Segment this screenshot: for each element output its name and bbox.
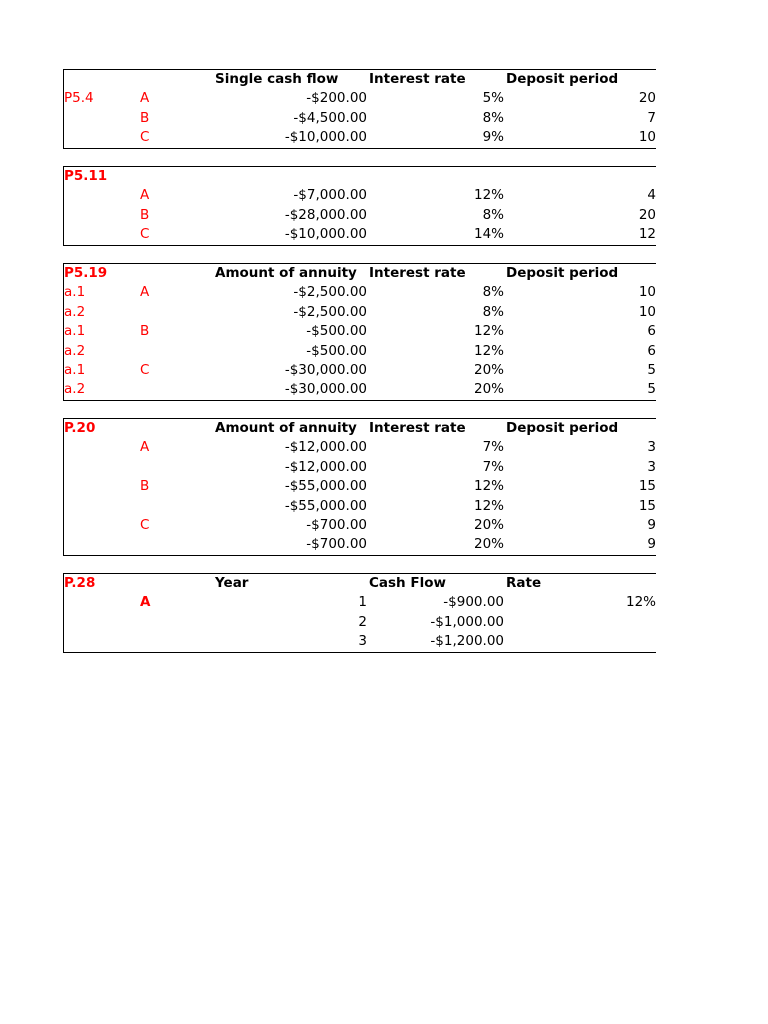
period-cell[interactable]: 10 [638, 303, 656, 320]
table-row [64, 535, 656, 554]
period-cell[interactable]: 6 [647, 342, 656, 359]
period-cell[interactable]: 12 [638, 226, 656, 243]
col-header-deposit-period[interactable]: Deposit period [506, 71, 619, 87]
table-row [64, 477, 656, 496]
row-label[interactable]: A [140, 439, 150, 456]
table-row [64, 186, 656, 205]
table-row [64, 632, 656, 651]
year-cell[interactable]: 1 [358, 594, 367, 611]
period-cell[interactable]: 3 [647, 458, 656, 475]
part-label[interactable]: a.1 [64, 284, 86, 301]
row-label[interactable]: B [140, 478, 150, 495]
col-header-rate[interactable]: Rate [506, 575, 542, 591]
table-row [64, 89, 656, 108]
amount-cell[interactable]: -$200.00 [306, 90, 367, 107]
amount-cell[interactable]: -$500.00 [306, 342, 367, 359]
amount-cell[interactable]: -$500.00 [306, 323, 367, 340]
amount-cell[interactable]: -$700.00 [306, 516, 367, 533]
part-label[interactable]: a.1 [64, 323, 86, 340]
col-header-year[interactable]: Year [215, 575, 249, 591]
amount-cell[interactable]: -$10,000.00 [284, 129, 367, 146]
col-header-interest-rate[interactable]: Interest rate [369, 265, 466, 281]
rate-cell[interactable]: 12% [473, 342, 504, 359]
row-label[interactable]: B [140, 323, 150, 340]
col-header-cash-flow[interactable]: Cash Flow [369, 575, 446, 591]
table-p5-11 [63, 166, 656, 246]
rate-cell[interactable]: 12% [473, 187, 504, 204]
part-label[interactable]: a.1 [64, 361, 86, 378]
period-cell[interactable]: 10 [638, 284, 656, 301]
col-header-interest-rate[interactable]: Interest rate [369, 420, 466, 436]
amount-cell[interactable]: -$4,500.00 [293, 109, 367, 126]
part-label[interactable]: a.2 [64, 381, 86, 398]
problem-id[interactable]: P5.11 [64, 168, 108, 184]
row-label[interactable]: A [140, 284, 150, 301]
table-row [64, 303, 656, 322]
rate-cell[interactable]: 14% [473, 226, 504, 243]
period-cell[interactable]: 20 [638, 206, 656, 223]
problem-id[interactable]: P.28 [64, 575, 96, 591]
table-row [64, 516, 656, 535]
amount-cell[interactable]: -$2,500.00 [293, 303, 367, 320]
problem-id[interactable]: P.20 [64, 420, 96, 436]
period-cell[interactable]: 6 [647, 323, 656, 340]
amount-cell[interactable]: -$30,000.00 [284, 381, 367, 398]
rate-cell[interactable]: 5% [482, 90, 504, 107]
table-p5-19 [63, 263, 656, 401]
period-cell[interactable]: 5 [647, 361, 656, 378]
table-row [64, 283, 656, 302]
cash-flow-cell[interactable]: -$1,200.00 [430, 633, 504, 650]
rate-cell[interactable]: 7% [482, 439, 504, 456]
header-row [64, 167, 656, 186]
table-row [64, 361, 656, 380]
period-cell[interactable]: 15 [638, 497, 656, 514]
part-label[interactable]: a.2 [64, 342, 86, 359]
col-header-single-cash-flow[interactable]: Single cash flow [215, 71, 339, 87]
period-cell[interactable]: 7 [647, 109, 656, 126]
amount-cell[interactable]: -$30,000.00 [284, 361, 367, 378]
row-label[interactable]: B [140, 206, 150, 223]
rate-cell[interactable]: 20% [473, 516, 504, 533]
rate-cell[interactable]: 20% [473, 381, 504, 398]
amount-cell[interactable]: -$12,000.00 [284, 458, 367, 475]
table-row [64, 206, 656, 225]
amount-cell[interactable]: -$55,000.00 [284, 478, 367, 495]
header-row [64, 574, 656, 593]
row-label[interactable]: A [140, 187, 150, 204]
table-p5-4 [63, 69, 656, 149]
table-row [64, 593, 656, 612]
col-header-amount-of-annuity[interactable]: Amount of annuity [215, 420, 357, 436]
period-cell[interactable]: 9 [647, 536, 656, 553]
table-p20 [63, 418, 656, 556]
rate-cell[interactable]: 8% [482, 303, 504, 320]
amount-cell[interactable]: -$700.00 [306, 536, 367, 553]
rate-cell[interactable]: 8% [482, 284, 504, 301]
row-label[interactable]: C [140, 361, 150, 378]
period-cell[interactable]: 3 [647, 439, 656, 456]
rate-cell[interactable]: 9% [482, 129, 504, 146]
table-row [64, 322, 656, 341]
rate-cell[interactable]: 7% [482, 458, 504, 475]
rate-cell[interactable]: 12% [473, 497, 504, 514]
rate-cell[interactable]: 8% [482, 206, 504, 223]
amount-cell[interactable]: -$55,000.00 [284, 497, 367, 514]
problem-id[interactable]: P5.4 [64, 90, 94, 107]
period-cell[interactable]: 20 [638, 90, 656, 107]
rate-cell[interactable]: 12% [473, 323, 504, 340]
period-cell[interactable]: 9 [647, 516, 656, 533]
col-header-deposit-period[interactable]: Deposit period [506, 420, 619, 436]
col-header-interest-rate[interactable]: Interest rate [369, 71, 466, 87]
table-row [64, 342, 656, 361]
part-label[interactable]: a.2 [64, 303, 86, 320]
rate-cell[interactable]: 20% [473, 536, 504, 553]
table-row [64, 613, 656, 632]
rate-cell[interactable]: 20% [473, 361, 504, 378]
year-cell[interactable]: 3 [358, 633, 367, 650]
amount-cell[interactable]: -$7,000.00 [293, 187, 367, 204]
row-label[interactable]: B [140, 109, 150, 126]
rate-cell[interactable]: 12% [625, 594, 656, 611]
table-row [64, 438, 656, 457]
table-row [64, 225, 656, 244]
row-label[interactable]: C [140, 516, 150, 533]
header-row [64, 70, 656, 89]
amount-cell[interactable]: -$2,500.00 [293, 284, 367, 301]
cash-flow-cell[interactable]: -$900.00 [443, 594, 504, 611]
table-row [64, 109, 656, 128]
period-cell[interactable]: 4 [647, 187, 656, 204]
amount-cell[interactable]: -$12,000.00 [284, 439, 367, 456]
row-label[interactable]: A [140, 594, 151, 611]
amount-cell[interactable]: -$28,000.00 [284, 206, 367, 223]
row-label[interactable]: C [140, 226, 150, 243]
period-cell[interactable]: 5 [647, 381, 656, 398]
problem-id[interactable]: P5.19 [64, 265, 108, 281]
row-label[interactable]: C [140, 129, 150, 146]
header-row [64, 419, 656, 438]
col-header-deposit-period[interactable]: Deposit period [506, 265, 619, 281]
table-row [64, 128, 656, 147]
year-cell[interactable]: 2 [358, 613, 367, 630]
period-cell[interactable]: 15 [638, 478, 656, 495]
rate-cell[interactable]: 8% [482, 109, 504, 126]
table-p28 [63, 573, 656, 653]
period-cell[interactable]: 10 [638, 129, 656, 146]
table-row [64, 380, 656, 399]
row-label[interactable]: A [140, 90, 150, 107]
header-row [64, 264, 656, 283]
amount-cell[interactable]: -$10,000.00 [284, 226, 367, 243]
table-row [64, 497, 656, 516]
cash-flow-cell[interactable]: -$1,000.00 [430, 613, 504, 630]
rate-cell[interactable]: 12% [473, 478, 504, 495]
col-header-amount-of-annuity[interactable]: Amount of annuity [215, 265, 357, 281]
table-row [64, 458, 656, 477]
